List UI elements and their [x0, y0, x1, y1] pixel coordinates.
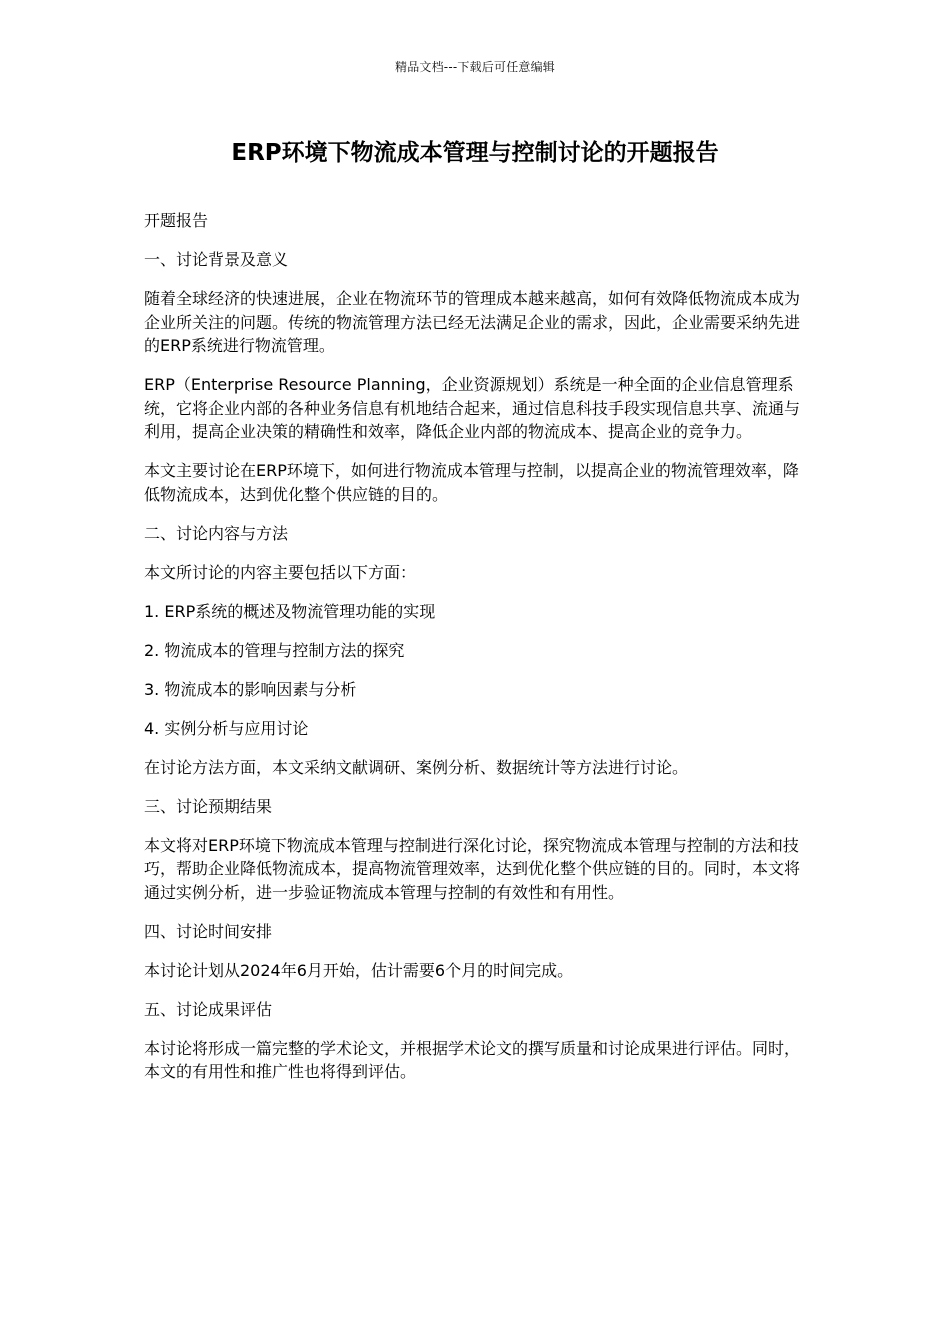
paragraph-methods: 在讨论方法方面，本文采纳文献调研、案例分析、数据统计等方法进行讨论。 [144, 757, 689, 777]
list-item-2: 2. 物流成本的管理与控制方法的探究 [144, 640, 405, 660]
list-item-4: 4. 实例分析与应用讨论 [144, 718, 309, 738]
paragraph-background: 随着全球经济的快速进展，企业在物流环节的管理成本越来越高，如何有效降低物流成本成为企业所关注的问题。传统的物流管理方法已经无法满足企业的需求，因此，企业需要采纳先进的ERP系统进行物流管理。 [144, 289, 801, 355]
paragraph-report-heading: 开题报告 [144, 211, 209, 230]
paragraph-purpose: 本文主要讨论在ERP环境下，如何进行物流成本管理与控制，以提高企业的物流管理效率，降低物流成本，达到优化整个供应链的目的。 [144, 461, 799, 504]
list-item-1: 1. ERP系统的概述及物流管理功能的实现 [144, 601, 436, 621]
paragraph-erp-definition: ERP（Enterprise Resource Planning，企业资源规划）系统是一种全面的企业信息管理系统，它将企业内部的各种业务信息有机地结合起来，通过信息科技手段实现信息共享、流通与利用，提高企业决策的精确性和效率，降低企业内部的物流成本、提高企业的竞争力。 [144, 375, 801, 441]
paragraph-expected-results: 本文将对ERP环境下物流成本管理与控制进行深化讨论，探究物流成本管理与控制的方法和技巧，帮助企业降低物流成本，提高物流管理效率，达到优化整个供应链的目的。同时，本文将通过实例分析，进一步验证物流成本管理与控制的有效性和有用性。 [144, 835, 801, 902]
paragraph-content-intro: 本文所讨论的内容主要包括以下方面： [144, 562, 417, 582]
section-heading-expected-results: 三、讨论预期结果 [144, 796, 273, 816]
list-item-3: 3. 物流成本的影响因素与分析 [144, 679, 357, 699]
section-heading-background: 一、讨论背景及意义 [144, 250, 289, 269]
section-heading-content-method: 二、讨论内容与方法 [144, 523, 289, 543]
paragraph-evaluation: 本讨论将形成一篇完整的学术论文，并根据学术论文的撰写质量和讨论成果进行评估。同时，本文的有用性和推广性也将得到评估。 [144, 1038, 801, 1081]
document-body [144, 209, 814, 1099]
paragraph-schedule: 本讨论计划从2024年6月开始，估计需要6个月的时间完成。 [144, 960, 574, 980]
section-heading-evaluation: 五、讨论成果评估 [144, 999, 273, 1019]
section-heading-schedule: 四、讨论时间安排 [144, 921, 273, 941]
document-title: ERP环境下物流成本管理与控制讨论的开题报告 [231, 140, 719, 166]
header-note: 精品文档---下载后可任意编辑 [395, 60, 555, 74]
